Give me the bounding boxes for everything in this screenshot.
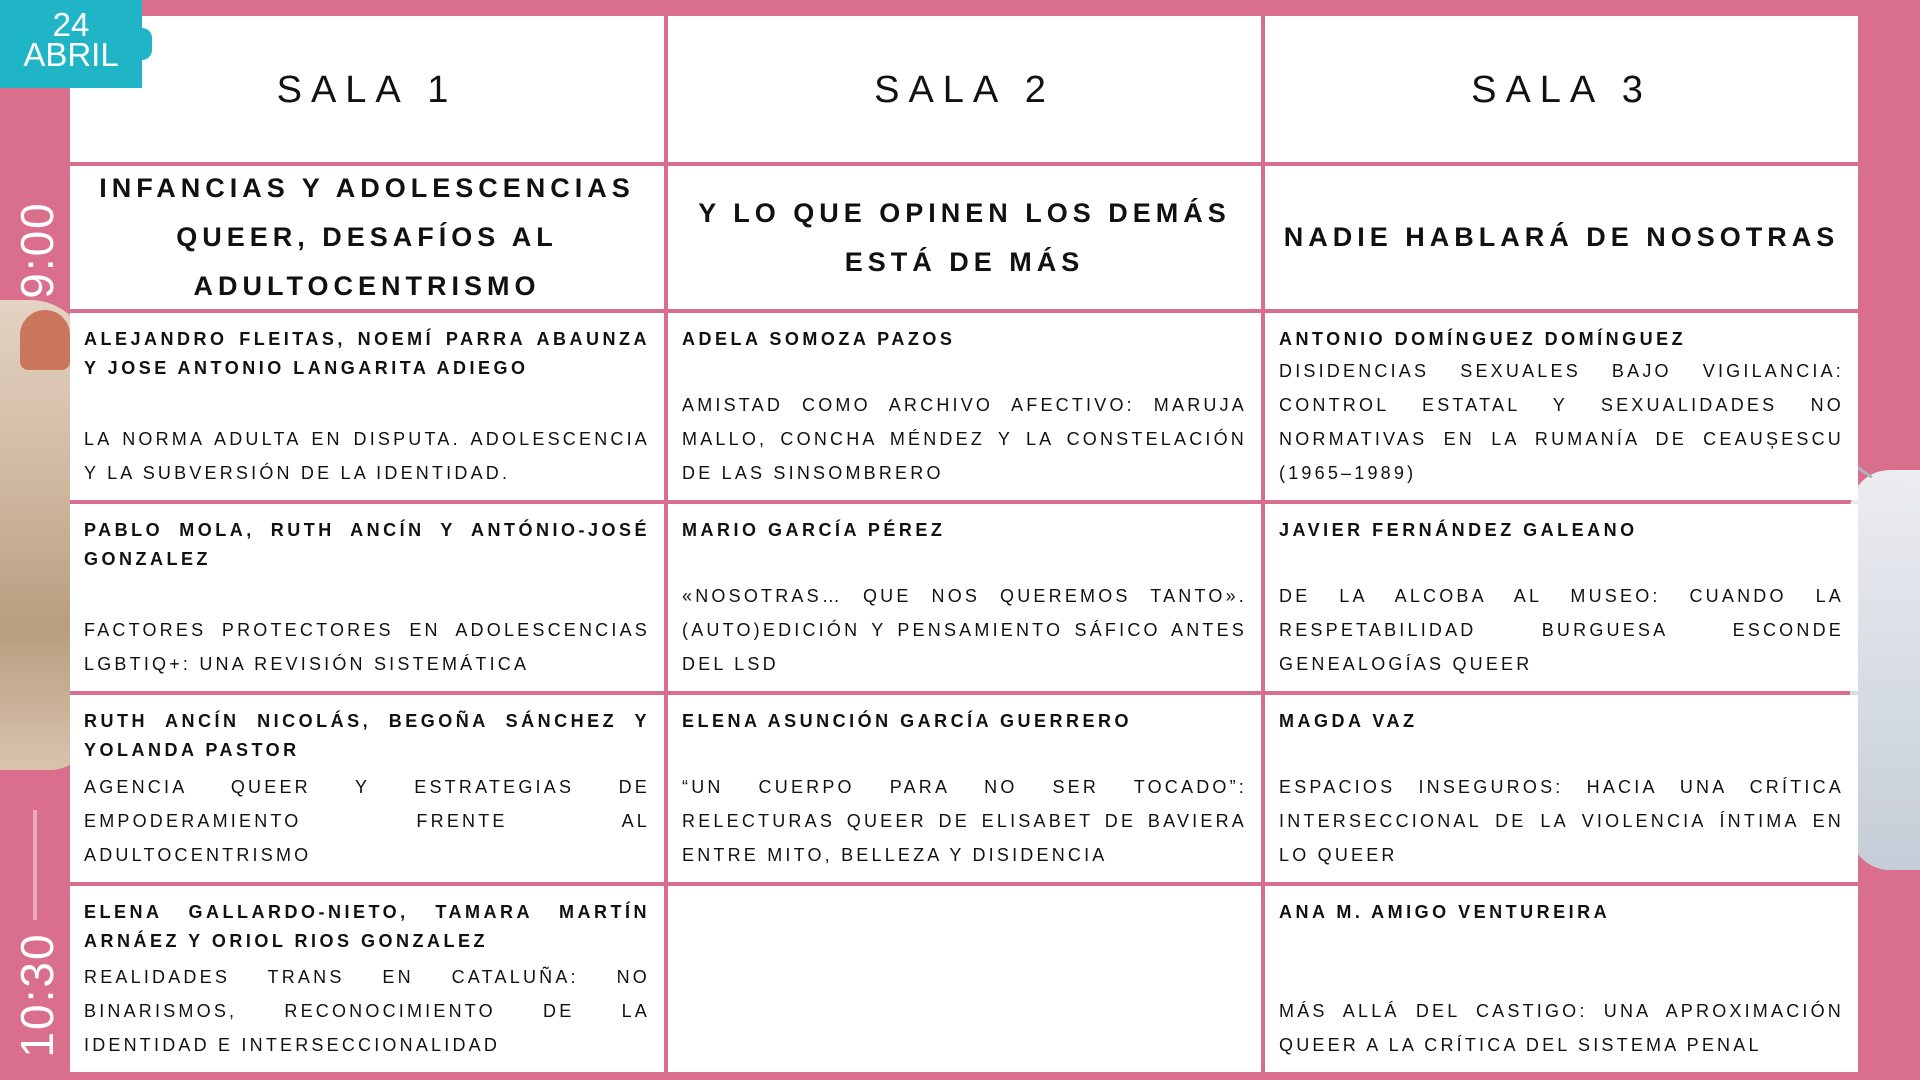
session-title-2: Y LO QUE OPINEN LOS DEMÁS ESTÁ DE MÁS bbox=[668, 166, 1261, 309]
date-day: 24 bbox=[52, 6, 90, 43]
unicorn-illustration-right bbox=[1850, 470, 1920, 870]
time-label-second: 10:30 bbox=[11, 932, 63, 1058]
talk-title: ESPACIOS INSEGUROS: HACIA UNA CRÍTICA INTERSECCIONAL DE LA VIOLENCIA ÍNTIMA EN LO QUEER bbox=[1279, 777, 1844, 865]
talk-cell bbox=[668, 313, 1261, 500]
talk-cell bbox=[70, 886, 664, 1072]
talk-cell bbox=[668, 695, 1261, 882]
talk-speakers: MAGDA VAZ bbox=[1279, 711, 1418, 731]
talk-speakers: ANA M. AMIGO VENTUREIRA bbox=[1279, 902, 1611, 922]
talk-speakers: ELENA ASUNCIÓN GARCÍA GUERRERO bbox=[682, 711, 1133, 731]
talk-speakers: MARIO GARCÍA PÉREZ bbox=[682, 520, 946, 540]
room-header-2: SALA 2 bbox=[668, 16, 1261, 162]
talk-speakers: JAVIER FERNÁNDEZ GALEANO bbox=[1279, 520, 1638, 540]
talk-title: FACTORES PROTECTORES EN ADOLESCENCIAS LGBTIQ+: UNA REVISIÓN SISTEMÁTICA bbox=[84, 620, 650, 674]
room-header-3: SALA 3 bbox=[1265, 16, 1858, 162]
date-badge bbox=[0, 0, 142, 88]
talk-speakers: ELENA GALLARDO-NIETO, TAMARA MARTÍN ARNÁEZ Y ORIOL RIOS GONZALEZ bbox=[84, 902, 650, 951]
talk-title: REALIDADES TRANS EN CATALUÑA: NO BINARISMOS, RECONOCIMIENTO DE LA IDENTIDAD E INTERSECCIONALIDAD bbox=[84, 967, 650, 1055]
talk-title: MÁS ALLÁ DEL CASTIGO: UNA APROXIMACIÓN QUEER A LA CRÍTICA DEL SISTEMA PENAL bbox=[1279, 1001, 1844, 1055]
room-header-1: SALA 1 bbox=[70, 16, 664, 162]
talk-title: DE LA ALCOBA AL MUSEO: CUANDO LA RESPETABILIDAD BURGUESA ESCONDE GENEALOGÍAS QUEER bbox=[1279, 586, 1844, 674]
talk-cell bbox=[1265, 695, 1858, 882]
talk-title: «NOSOTRAS… QUE NOS QUEREMOS TANTO». (AUTO)EDICIÓN Y PENSAMIENTO SÁFICO ANTES DEL LSD bbox=[682, 586, 1247, 674]
talk-cell bbox=[70, 695, 664, 882]
talk-speakers: RUTH ANCÍN NICOLÁS, BEGOÑA SÁNCHEZ Y YOLANDA PASTOR bbox=[84, 711, 650, 760]
talk-cell bbox=[1265, 313, 1858, 500]
talk-speakers: ALEJANDRO FLEITAS, NOEMÍ PARRA ABAUNZA Y JOSE ANTONIO LANGARITA ADIEGO bbox=[84, 329, 650, 378]
talk-cell bbox=[668, 504, 1261, 691]
session-title-3: NADIE HABLARÁ DE NOSOTRAS bbox=[1265, 166, 1858, 309]
talk-cell bbox=[1265, 886, 1858, 1072]
talk-speakers: ANTONIO DOMÍNGUEZ DOMÍNGUEZ bbox=[1279, 329, 1687, 349]
talk-cell bbox=[1265, 504, 1858, 691]
talk-title: DISIDENCIAS SEXUALES BAJO VIGILANCIA: CONTROL ESTATAL Y SEXUALIDADES NO NORMATIVAS EN LA RUMANÍA DE CEAUȘESCU (1965–1989) bbox=[1279, 361, 1844, 483]
talk-title: AGENCIA QUEER Y ESTRATEGIAS DE EMPODERAMIENTO FRENTE AL ADULTOCENTRISMO bbox=[84, 777, 650, 865]
time-divider bbox=[33, 810, 37, 920]
schedule-grid bbox=[70, 16, 1850, 1060]
talk-title: AMISTAD COMO ARCHIVO AFECTIVO: MARUJA MALLO, CONCHA MÉNDEZ Y LA CONSTELACIÓN DE LAS SINSOMBRERO bbox=[682, 395, 1247, 483]
empty-talk-cell bbox=[668, 886, 1261, 1072]
talk-title: “UN CUERPO PARA NO SER TOCADO”: RELECTURAS QUEER DE ELISABET DE BAVIERA ENTRE MITO, BELLEZA Y DISIDENCIA bbox=[682, 777, 1247, 865]
talk-cell bbox=[70, 313, 664, 500]
time-label-first: 9:00 bbox=[11, 201, 63, 299]
talk-speakers: PABLO MOLA, RUTH ANCÍN Y ANTÓNIO-JOSÉ GONZALEZ bbox=[84, 520, 650, 569]
talk-title: LA NORMA ADULTA EN DISPUTA. ADOLESCENCIA Y LA SUBVERSIÓN DE LA IDENTIDAD. bbox=[84, 429, 650, 483]
talk-speakers: ADELA SOMOZA PAZOS bbox=[682, 329, 956, 349]
date-month: ABRIL bbox=[23, 36, 119, 73]
session-title-1: INFANCIAS Y ADOLESCENCIAS QUEER, DESAFÍOS AL ADULTOCENTRISMO bbox=[70, 166, 664, 309]
talk-cell bbox=[70, 504, 664, 691]
